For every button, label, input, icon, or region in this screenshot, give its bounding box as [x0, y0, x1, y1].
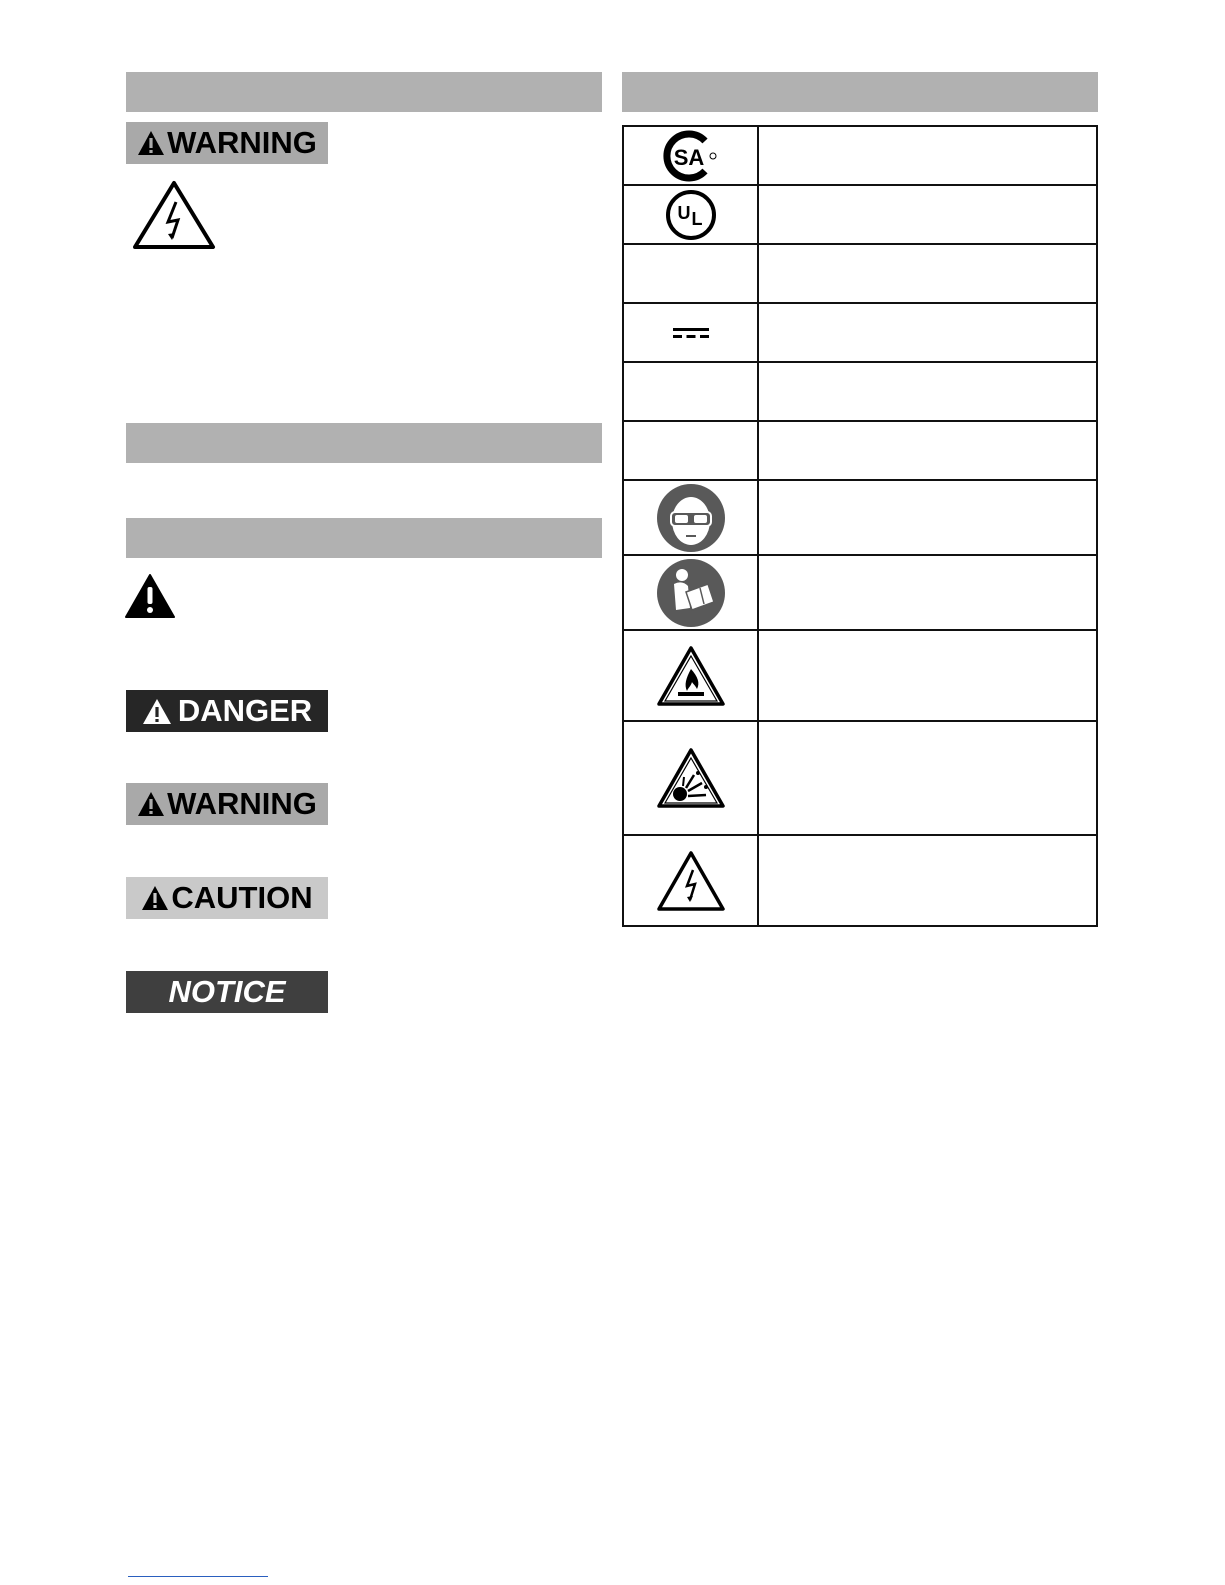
symbol-description [758, 303, 1097, 362]
notice-label-text: NOTICE [168, 974, 286, 1009]
warning-label-top [126, 122, 328, 164]
table-row [623, 185, 1097, 244]
symbol-cell [623, 421, 758, 480]
symbol-description [758, 721, 1097, 835]
electric-shock-icon [656, 850, 726, 912]
section-header-bar-right [622, 72, 1098, 112]
caution-label-text: CAUTION [171, 880, 313, 915]
symbol-description [758, 835, 1097, 926]
warning-triangle-icon [137, 130, 165, 156]
symbol-description [758, 244, 1097, 303]
read-manual-icon [656, 558, 726, 628]
fire-hazard-icon [656, 645, 726, 707]
table-row [623, 555, 1097, 630]
symbol-cell [623, 362, 758, 421]
section-header-bar-3 [126, 518, 602, 558]
table-row [623, 835, 1097, 926]
symbol-description [758, 185, 1097, 244]
danger-triangle-icon [142, 698, 172, 725]
symbol-cell [623, 555, 758, 630]
section-header-bar-1 [126, 72, 602, 112]
direct-current-icon [671, 325, 711, 341]
electric-shock-icon [132, 180, 216, 250]
symbol-cell [623, 303, 758, 362]
danger-label-text: DANGER [177, 693, 313, 728]
symbol-description [758, 630, 1097, 721]
warning-label-text: WARNING [167, 786, 317, 821]
symbol-cell [623, 244, 758, 303]
symbol-description [758, 126, 1097, 185]
table-row [623, 630, 1097, 721]
explosion-hazard-icon [656, 747, 726, 809]
table-row [623, 480, 1097, 555]
svg-text:U: U [677, 202, 690, 223]
notice-label [126, 971, 328, 1013]
svg-text:SA: SA [673, 144, 704, 170]
table-row [623, 362, 1097, 421]
warning-label [126, 783, 328, 825]
csa-mark-icon [659, 129, 723, 183]
section-header-bar-2 [126, 423, 602, 463]
svg-text:L: L [691, 208, 702, 229]
table-row [623, 303, 1097, 362]
symbol-table [622, 125, 1098, 927]
symbol-cell [623, 185, 758, 244]
caution-triangle-icon [141, 885, 169, 911]
caution-label [126, 877, 328, 919]
symbol-cell [623, 126, 758, 185]
eye-protection-icon [656, 483, 726, 553]
warning-triangle-icon [137, 791, 165, 817]
table-row [623, 126, 1097, 185]
symbol-description [758, 480, 1097, 555]
table-row [623, 244, 1097, 303]
ul-mark-icon [663, 189, 719, 241]
table-row [623, 721, 1097, 835]
symbol-description [758, 421, 1097, 480]
symbol-cell [623, 480, 758, 555]
symbol-cell [623, 630, 758, 721]
symbol-cell [623, 721, 758, 835]
safety-alert-icon [124, 573, 176, 619]
symbol-description [758, 555, 1097, 630]
footnote-rule [128, 1576, 268, 1577]
warning-label-text: WARNING [167, 125, 317, 160]
danger-label [126, 690, 328, 732]
table-row [623, 421, 1097, 480]
symbol-description [758, 362, 1097, 421]
symbol-cell [623, 835, 758, 926]
